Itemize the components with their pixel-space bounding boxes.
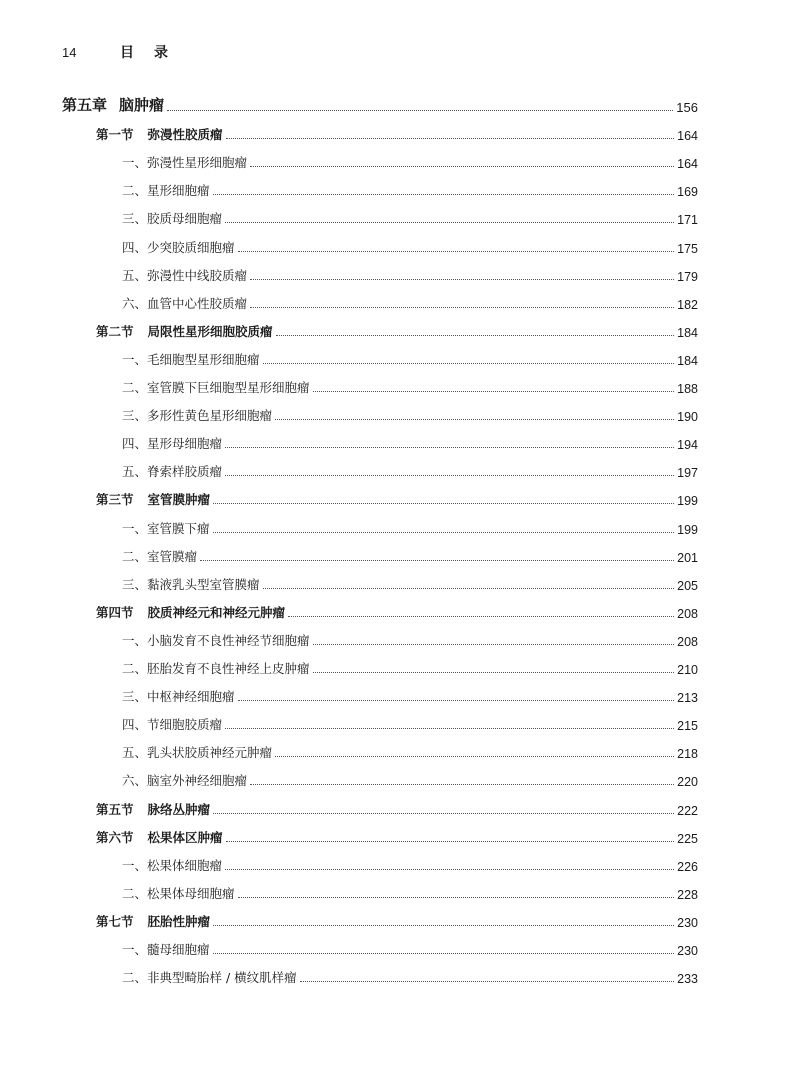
toc-entry-item [0,149,800,171]
toc-entry-title: 二、胚胎发育不良性神经上皮肿瘤 [122,661,310,676]
toc-entry-title: 三、黏液乳头型室管膜瘤 [122,576,260,592]
toc-page-number: 208 [677,606,698,621]
dot-leader [276,335,675,336]
toc-page-number: 233 [677,972,698,987]
toc-entry-item [0,571,800,593]
toc-entry-item [0,458,800,480]
page-number: 14 [62,44,77,60]
toc-page-number: 210 [677,663,698,677]
toc-entry-item [0,936,800,958]
toc-entry-item [0,515,800,537]
toc-entry-section [0,908,800,930]
toc-entry-item [0,430,800,452]
dot-leader [213,925,674,926]
toc-entry-item [0,655,800,677]
toc-entry-number: 第六节 [96,829,134,845]
toc-entry-title: 四、少突胶质细胞瘤 [122,239,235,255]
toc-page-number: 188 [677,382,698,396]
dot-leader [200,560,674,561]
toc-page-number: 230 [677,915,698,930]
toc-entry-item [0,767,800,789]
toc-entry-item [0,262,800,284]
toc-entry-number: 第一节 [96,127,134,143]
dot-leader [213,953,675,954]
toc-page-number: 208 [677,634,698,649]
dot-leader [213,194,675,195]
toc-entry-title [96,490,210,508]
toc-page-number: 225 [677,831,698,846]
toc-entry-title: 四、星形母细胞瘤 [122,436,223,452]
toc-entry-section [0,599,800,621]
toc-entry-section [0,121,800,143]
toc-entry-title: 二、星形细胞瘤 [122,183,210,199]
toc-entry-title [96,603,285,621]
toc-entry-text: 松果体区肿瘤 [147,829,223,845]
toc-page-number: 199 [677,494,698,509]
toc-page-number: 184 [677,325,698,340]
toc-entry-title: 三、胶质母细胞瘤 [122,211,223,227]
dot-leader [313,644,675,645]
toc-page-number: 179 [677,269,698,284]
dot-leader [226,841,675,842]
toc-entry-title [96,322,273,340]
toc-page-number: 226 [677,859,698,874]
dot-leader [250,279,674,280]
toc-page-number: 222 [677,803,698,818]
toc-page-number: 164 [677,157,698,172]
toc-page-number: 218 [677,747,698,762]
dot-leader [225,447,674,448]
toc-entry-title: 一、弥漫性星形细胞瘤 [122,155,248,171]
dot-leader [213,813,674,814]
dot-leader [250,784,674,785]
toc-entry-title: 五、乳头状胶质神经元肿瘤 [122,745,273,761]
toc-page-number: 199 [677,522,698,537]
toc-entry-item [0,711,800,733]
toc-entry-item [0,205,800,227]
toc-entry-text: 胚胎性肿瘤 [147,913,211,929]
toc-entry-title: 一、松果体细胞瘤 [122,857,223,873]
dot-leader [313,672,675,673]
toc-entry-item [0,852,800,874]
dot-leader [275,419,674,420]
toc-entry-number: 第二节 [96,323,134,339]
toc-entry-section [0,824,800,846]
dot-leader [238,700,675,701]
toc-entry-text: 胶质神经元和神经元肿瘤 [147,604,286,620]
toc-entry-title: 一、小脑发育不良性神经节细胞瘤 [122,632,310,648]
toc-entry-item [0,177,800,199]
page-header [62,42,188,62]
toc-entry-item [0,346,800,368]
toc-entry-text: 脉络丛肿瘤 [147,801,211,817]
toc-entry-item [0,964,800,986]
toc-entry-item [0,290,800,312]
toc-entry-text: 室管膜肿瘤 [147,492,211,508]
dot-leader [263,363,675,364]
toc-page-number: 230 [677,944,698,958]
toc-entry-title: 五、脊索样胶质瘤 [122,464,223,480]
toc-entry-title [62,94,164,115]
toc-entry-section [0,486,800,508]
dot-leader [226,138,675,139]
toc-entry-number: 第三节 [96,492,134,508]
toc-entry-item [0,880,800,902]
toc-entry-item [0,402,800,424]
dot-leader [238,897,675,898]
dot-leader [238,251,675,252]
toc-entry-number: 第四节 [96,604,134,620]
toc-page-number: 175 [677,241,698,256]
toc-entry-title: 三、多形性黄色星形细胞瘤 [122,408,273,424]
toc-page-number: 164 [677,129,698,144]
dot-leader [250,307,674,308]
toc-entry-title: 五、弥漫性中线胶质瘤 [122,267,248,283]
toc-entry-title: 二、松果体母细胞瘤 [122,885,235,901]
toc-page-number: 182 [677,297,698,312]
toc-entry-title [96,125,223,143]
toc-entry-item [0,627,800,649]
header-title: 目录 [120,45,188,61]
toc-entry-title: 二、室管膜下巨细胞型星形细胞瘤 [122,380,310,395]
dot-leader [288,616,674,617]
toc-entry-title [96,828,223,846]
toc-page-number: 190 [677,410,698,425]
toc-entry-title: 六、血管中心性胶质瘤 [122,295,248,311]
dot-leader [263,588,675,589]
toc-page-number: 156 [676,100,698,115]
dot-leader [167,110,673,111]
dot-leader [225,869,674,870]
dot-leader [213,503,674,504]
toc-entry-text: 局限性星形细胞胶质瘤 [147,323,273,339]
toc-entry-item [0,543,800,565]
toc-entry-title: 二、非典型畸胎样 / 横纹肌样瘤 [122,970,297,986]
toc-entry-title: 四、节细胞胶质瘤 [122,717,223,733]
dot-leader [313,391,675,392]
toc-page-number: 171 [677,213,698,228]
dot-leader [250,166,674,167]
toc-entry-text: 脑肿瘤 [119,96,165,114]
toc-entry-title: 三、中枢神经细胞瘤 [122,689,235,705]
toc-entry-title: 六、脑室外神经细胞瘤 [122,773,248,789]
dot-leader [225,728,674,729]
toc-entry-title: 一、室管膜下瘤 [122,520,210,536]
toc-entry-title [96,912,210,930]
toc-entry-chapter [0,93,800,115]
toc-page-number: 194 [677,438,698,453]
dot-leader [275,756,674,757]
toc-entry-number: 第五节 [96,801,134,817]
dot-leader [225,475,674,476]
toc-entry-item [0,683,800,705]
toc-entry-title: 一、毛细胞型星形细胞瘤 [122,351,260,367]
toc-entry-item [0,234,800,256]
toc-entry-number: 第七节 [96,913,134,929]
toc-entry-item [0,739,800,761]
toc-page-number: 213 [677,691,698,706]
toc-entry-number: 第五章 [62,96,108,114]
toc-entry-item [0,374,800,396]
toc-page-number: 169 [677,185,698,200]
toc-entry-text: 弥漫性胶质瘤 [147,127,223,143]
toc-entry-title: 一、髓母细胞瘤 [122,942,210,957]
toc-page-number: 197 [677,466,698,481]
toc-page-number: 215 [677,719,698,734]
dot-leader [225,222,674,223]
toc-page-number: 205 [677,578,698,593]
dot-leader [213,532,675,533]
toc-entry-title [96,800,210,818]
toc-page-number: 220 [677,775,698,790]
toc-page-number: 184 [677,353,698,368]
toc-page-number: 201 [677,550,698,565]
toc-page-number: 228 [677,887,698,902]
toc-entry-section [0,796,800,818]
dot-leader [300,981,674,982]
toc-entry-title: 二、室管膜瘤 [122,548,198,564]
toc-entry-section [0,318,800,340]
